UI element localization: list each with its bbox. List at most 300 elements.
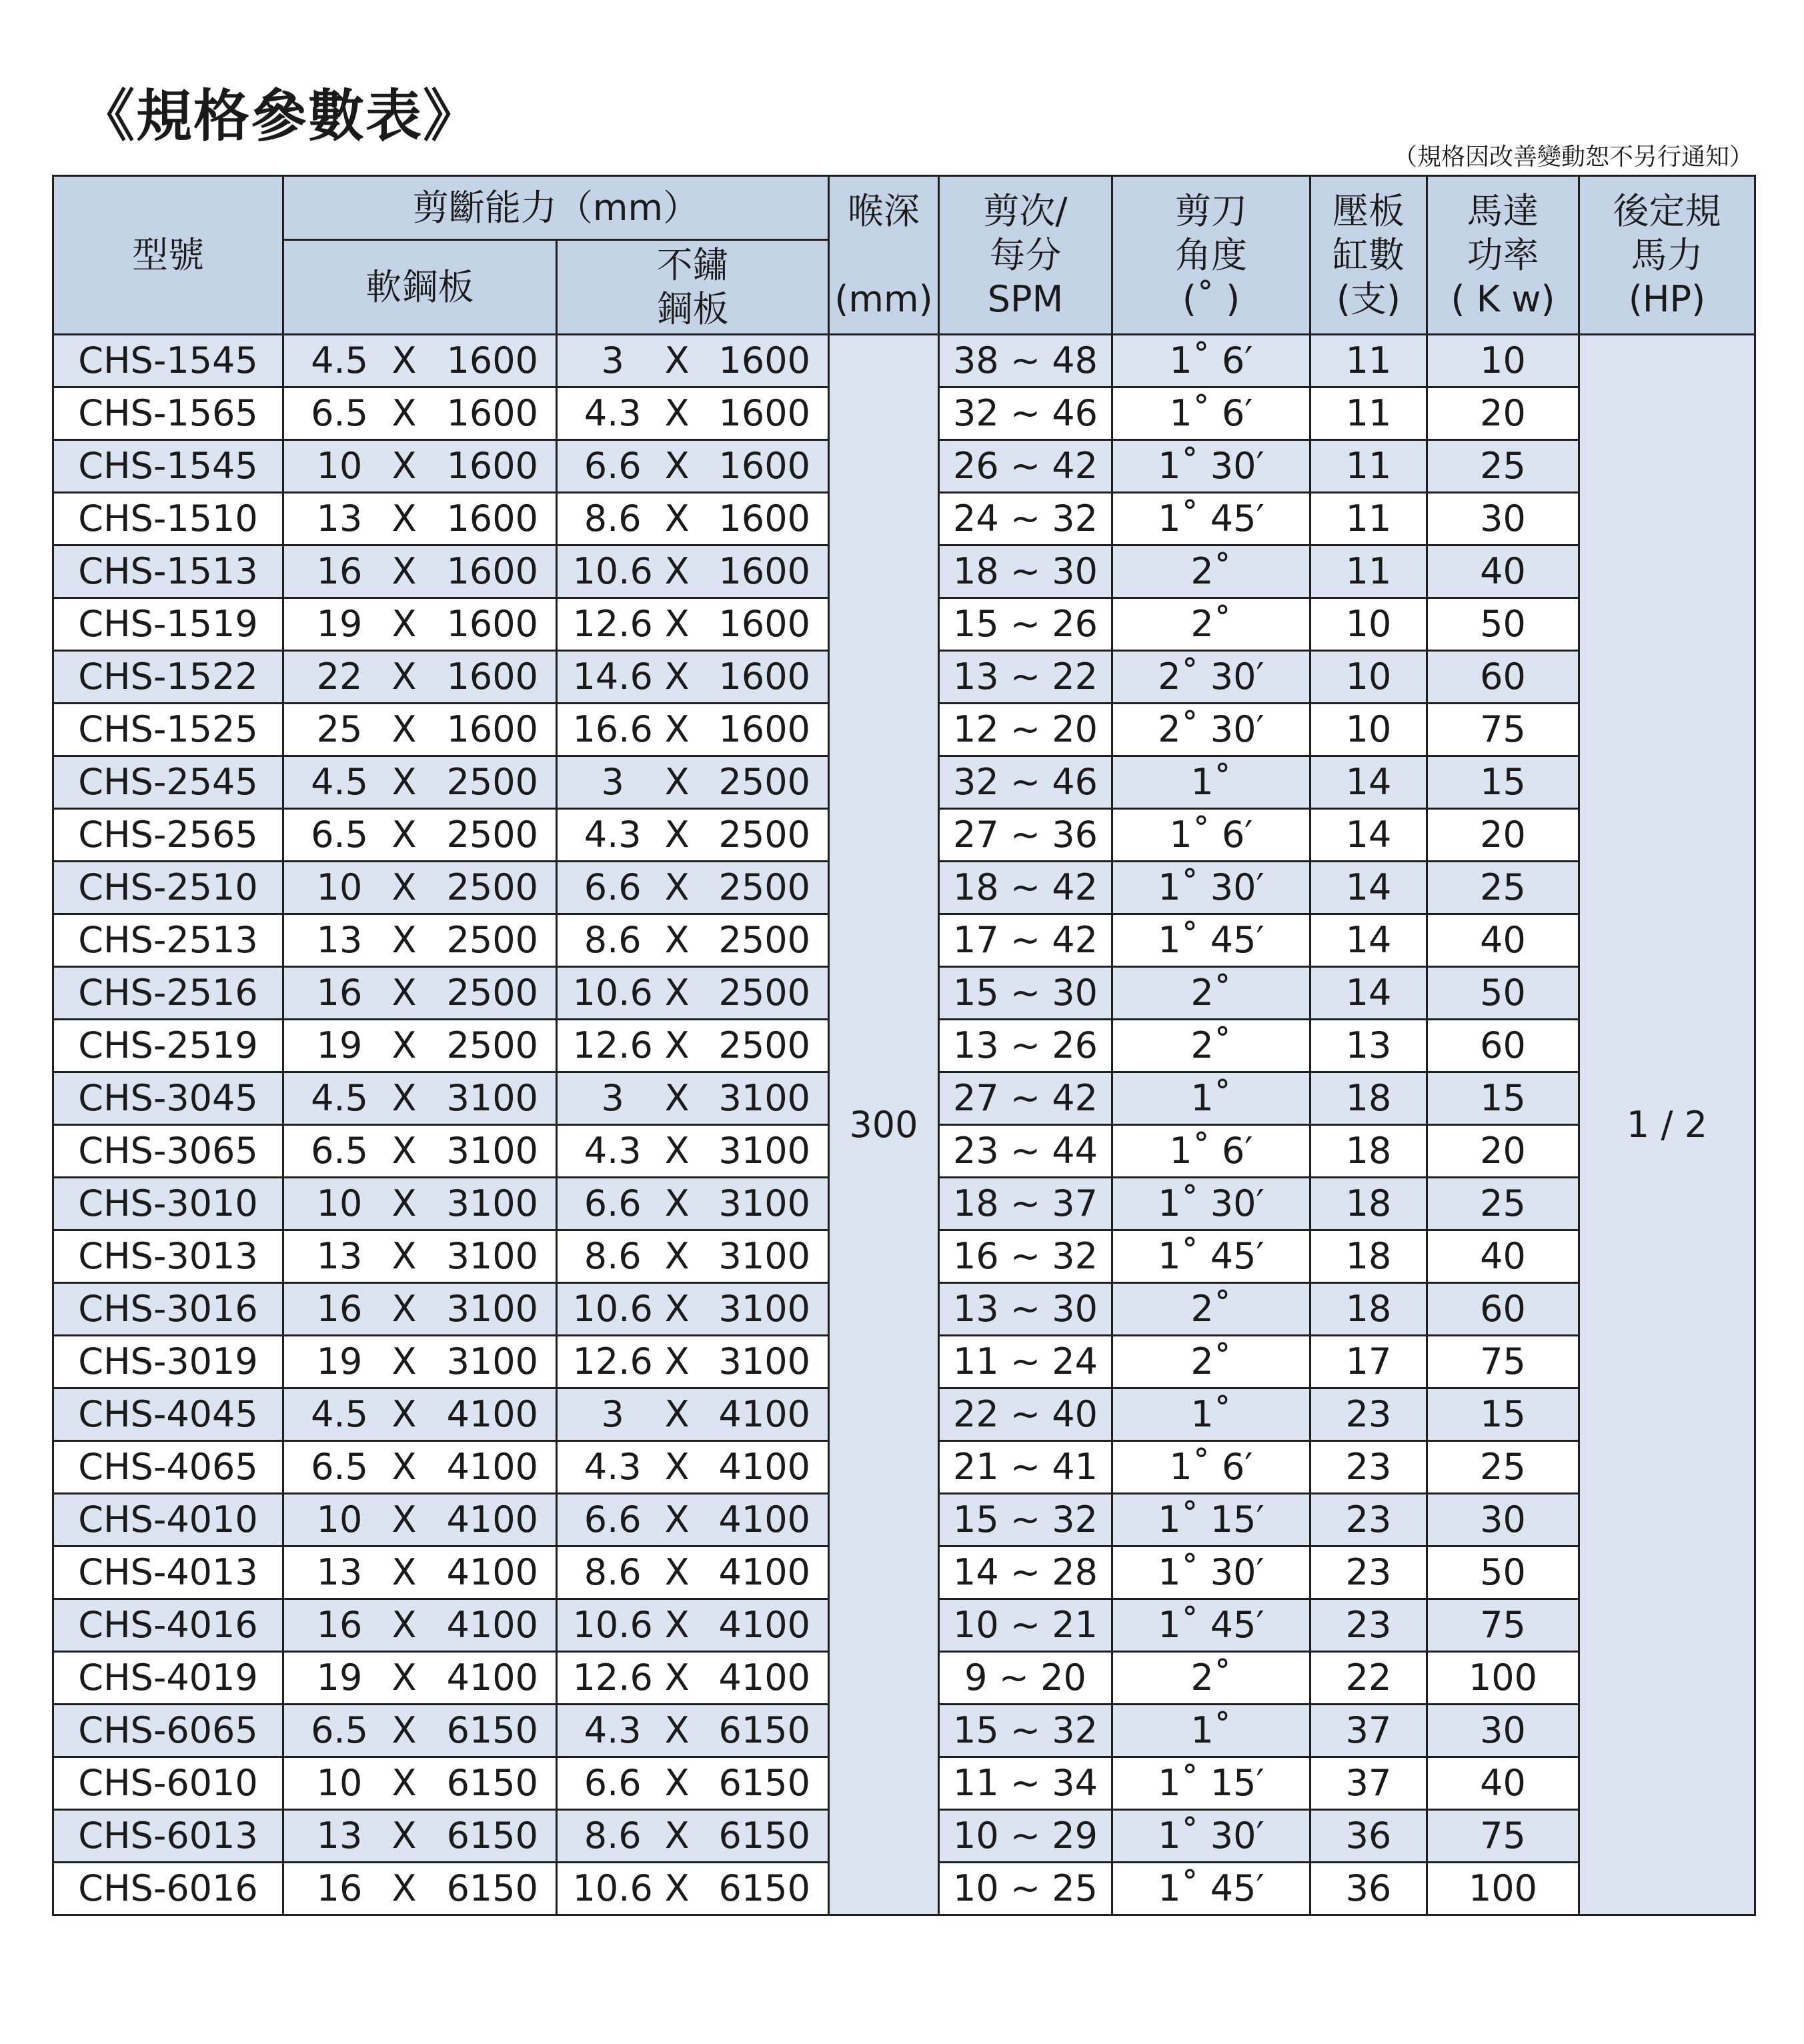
blade-angle-cell: 1˚ 45′ — [1112, 1230, 1310, 1283]
stainless-steel-cell — [557, 1283, 829, 1336]
mild-steel-width: 3100 — [446, 1182, 538, 1224]
spm-cell: 27 ~ 42 — [939, 1072, 1112, 1125]
cylinders-cell: 37 — [1310, 1705, 1427, 1757]
stainless-steel-width: 4100 — [718, 1446, 810, 1488]
motor-kw-cell: 60 — [1427, 651, 1579, 704]
stainless-steel-cell — [557, 1705, 829, 1757]
mild-steel-thickness: 10 — [316, 866, 363, 908]
mild-steel-cell — [283, 335, 557, 387]
cylinders-cell: 14 — [1310, 809, 1427, 862]
mild-steel-width: 6150 — [446, 1762, 538, 1804]
stainless-steel-x: X — [664, 497, 690, 540]
model-cell: CHS-2510 — [53, 862, 283, 914]
table-row — [53, 335, 1755, 387]
model-cell: CHS-2565 — [53, 809, 283, 862]
mild-steel-thickness: 6.5 — [311, 1130, 368, 1172]
backgauge-hp-cell: 1 / 2 — [1579, 335, 1755, 1915]
mild-steel-cell — [283, 1125, 557, 1178]
stainless-steel-cell — [557, 809, 829, 862]
model-cell: CHS-4013 — [53, 1547, 283, 1599]
stainless-steel-x: X — [664, 1077, 690, 1119]
stainless-steel-thickness: 8.6 — [584, 1235, 642, 1277]
spm-cell: 27 ~ 36 — [939, 809, 1112, 862]
mild-steel-thickness: 25 — [316, 708, 363, 750]
cylinders-cell: 18 — [1310, 1230, 1427, 1283]
motor-kw-cell: 15 — [1427, 1388, 1579, 1441]
mild-steel-x: X — [391, 339, 417, 381]
blade-angle-cell: 2˚ 30′ — [1112, 651, 1310, 704]
model-cell: CHS-1510 — [53, 493, 283, 546]
stainless-steel-width: 3100 — [718, 1077, 810, 1119]
mild-steel-cell — [283, 1388, 557, 1441]
mild-steel-width: 4100 — [446, 1446, 538, 1488]
stainless-steel-thickness: 3 — [601, 1077, 624, 1119]
stainless-steel-width: 1600 — [718, 603, 810, 645]
mild-steel-thickness: 4.5 — [311, 339, 368, 381]
blade-angle-cell: 2˚ — [1112, 1020, 1310, 1072]
motor-kw-cell: 20 — [1427, 1125, 1579, 1178]
header-motor-line1: 馬達 — [1467, 189, 1539, 232]
spm-cell: 12 ~ 20 — [939, 704, 1112, 756]
mild-steel-thickness: 16 — [316, 1288, 363, 1330]
blade-angle-cell: 1˚ 6′ — [1112, 809, 1310, 862]
stainless-steel-width: 6150 — [718, 1815, 810, 1857]
mild-steel-x: X — [391, 708, 417, 750]
mild-steel-thickness: 19 — [316, 1024, 363, 1066]
mild-steel-width: 1600 — [446, 656, 538, 698]
mild-steel-width: 4100 — [446, 1657, 538, 1699]
throat-depth-cell: 300 — [829, 335, 939, 1915]
mild-steel-x: X — [391, 1393, 417, 1435]
model-cell: CHS-1519 — [53, 598, 283, 651]
stainless-steel-cell — [557, 967, 829, 1020]
motor-kw-cell: 50 — [1427, 1547, 1579, 1599]
mild-steel-cell — [283, 1757, 557, 1810]
stainless-steel-width: 3100 — [718, 1340, 810, 1382]
stainless-steel-thickness: 4.3 — [584, 392, 642, 434]
mild-steel-cell — [283, 1336, 557, 1388]
stainless-steel-thickness: 8.6 — [584, 1551, 642, 1593]
stainless-steel-width: 2500 — [718, 814, 810, 856]
spm-cell: 38 ~ 48 — [939, 335, 1112, 387]
cylinders-cell: 13 — [1310, 1020, 1427, 1072]
mild-steel-thickness: 13 — [316, 1235, 363, 1277]
mild-steel-cell — [283, 493, 557, 546]
blade-angle-cell: 1˚ 30′ — [1112, 862, 1310, 914]
mild-steel-cell — [283, 967, 557, 1020]
stainless-steel-cell — [557, 704, 829, 756]
model-cell: CHS-4065 — [53, 1441, 283, 1494]
stainless-steel-cell — [557, 387, 829, 440]
stainless-steel-thickness: 4.3 — [584, 1446, 642, 1488]
blade-angle-cell: 1˚ 6′ — [1112, 387, 1310, 440]
stainless-steel-cell — [557, 1810, 829, 1863]
stainless-steel-width: 1600 — [718, 656, 810, 698]
model-cell: CHS-4019 — [53, 1652, 283, 1705]
stainless-steel-cell — [557, 1388, 829, 1441]
spm-cell: 10 ~ 21 — [939, 1599, 1112, 1652]
stainless-steel-width: 1600 — [718, 339, 810, 381]
spm-cell: 15 ~ 30 — [939, 967, 1112, 1020]
spec-table-body — [53, 335, 1755, 1915]
stainless-steel-thickness: 12.6 — [572, 1657, 653, 1699]
mild-steel-x: X — [391, 603, 417, 645]
header-angle-line3: (˚ ) — [1182, 277, 1240, 320]
cylinders-cell: 10 — [1310, 598, 1427, 651]
stainless-steel-cell — [557, 862, 829, 914]
spm-cell: 16 ~ 32 — [939, 1230, 1112, 1283]
blade-angle-cell: 2˚ — [1112, 967, 1310, 1020]
spm-cell: 10 ~ 29 — [939, 1810, 1112, 1863]
mild-steel-x: X — [391, 1867, 417, 1909]
stainless-steel-cell — [557, 1125, 829, 1178]
mild-steel-cell — [283, 651, 557, 704]
mild-steel-cell — [283, 1705, 557, 1757]
mild-steel-thickness: 19 — [316, 1340, 363, 1382]
spm-cell: 11 ~ 34 — [939, 1757, 1112, 1810]
stainless-steel-width: 1600 — [718, 392, 810, 434]
stainless-steel-width: 4100 — [718, 1551, 810, 1593]
model-cell: CHS-6010 — [53, 1757, 283, 1810]
spm-cell: 26 ~ 42 — [939, 440, 1112, 493]
mild-steel-thickness: 6.5 — [311, 392, 368, 434]
mild-steel-width: 6150 — [446, 1815, 538, 1857]
mild-steel-x: X — [391, 1182, 417, 1224]
spm-cell: 18 ~ 30 — [939, 546, 1112, 598]
stainless-steel-thickness: 8.6 — [584, 1815, 642, 1857]
blade-angle-cell: 1˚ 30′ — [1112, 1178, 1310, 1230]
mild-steel-width: 3100 — [446, 1340, 538, 1382]
stainless-steel-thickness: 6.6 — [584, 1498, 642, 1541]
stainless-steel-cell — [557, 1178, 829, 1230]
stainless-steel-thickness: 4.3 — [584, 1130, 642, 1172]
blade-angle-cell: 1˚ 45′ — [1112, 493, 1310, 546]
blade-angle-cell: 1˚ 15′ — [1112, 1494, 1310, 1547]
model-cell: CHS-1565 — [53, 387, 283, 440]
model-cell: CHS-4010 — [53, 1494, 283, 1547]
stainless-steel-x: X — [664, 1498, 690, 1541]
stainless-steel-x: X — [664, 1762, 690, 1804]
spm-cell: 32 ~ 46 — [939, 387, 1112, 440]
mild-steel-width: 1600 — [446, 392, 538, 434]
stainless-steel-x: X — [664, 1551, 690, 1593]
stainless-steel-thickness: 3 — [601, 339, 624, 381]
stainless-steel-width: 3100 — [718, 1235, 810, 1277]
mild-steel-width: 4100 — [446, 1551, 538, 1593]
mild-steel-x: X — [391, 1815, 417, 1857]
mild-steel-width: 3100 — [446, 1130, 538, 1172]
spm-cell: 21 ~ 41 — [939, 1441, 1112, 1494]
mild-steel-width: 3100 — [446, 1288, 538, 1330]
cylinders-cell: 23 — [1310, 1547, 1427, 1599]
model-cell: CHS-6013 — [53, 1810, 283, 1863]
mild-steel-thickness: 4.5 — [311, 1393, 368, 1435]
header-hold-down-cylinders — [1310, 176, 1427, 335]
mild-steel-cell — [283, 546, 557, 598]
motor-kw-cell: 75 — [1427, 704, 1579, 756]
cylinders-cell: 22 — [1310, 1652, 1427, 1705]
motor-kw-cell: 10 — [1427, 335, 1579, 387]
stainless-steel-x: X — [664, 550, 690, 592]
blade-angle-cell: 2˚ — [1112, 1336, 1310, 1388]
spm-cell: 15 ~ 32 — [939, 1494, 1112, 1547]
stainless-steel-width: 4100 — [718, 1604, 810, 1646]
stainless-steel-thickness: 16.6 — [572, 708, 653, 750]
mild-steel-x: X — [391, 392, 417, 434]
stainless-steel-cell — [557, 756, 829, 809]
header-angle-line1: 剪刀 — [1175, 189, 1247, 232]
mild-steel-thickness: 13 — [316, 497, 363, 540]
mild-steel-width: 4100 — [446, 1393, 538, 1435]
motor-kw-cell: 100 — [1427, 1863, 1579, 1915]
header-backgauge-hp — [1579, 176, 1755, 335]
mild-steel-cell — [283, 1072, 557, 1125]
motor-kw-cell: 25 — [1427, 440, 1579, 493]
stainless-steel-width: 2500 — [718, 919, 810, 961]
mild-steel-thickness: 13 — [316, 1815, 363, 1857]
cylinders-cell: 14 — [1310, 914, 1427, 967]
cylinders-cell: 23 — [1310, 1494, 1427, 1547]
spm-cell: 17 ~ 42 — [939, 914, 1112, 967]
mild-steel-x: X — [391, 550, 417, 592]
stainless-steel-x: X — [664, 1288, 690, 1330]
header-shear-capacity: 剪斷能力（mm） — [283, 176, 829, 240]
mild-steel-x: X — [391, 972, 417, 1014]
mild-steel-width: 1600 — [446, 708, 538, 750]
header-stainless-line2: 鋼板 — [656, 287, 729, 330]
model-cell: CHS-3013 — [53, 1230, 283, 1283]
stainless-steel-width: 1600 — [718, 708, 810, 750]
spec-table — [52, 175, 1756, 1916]
mild-steel-cell — [283, 1599, 557, 1652]
stainless-steel-thickness: 10.6 — [572, 972, 653, 1014]
spm-cell: 15 ~ 32 — [939, 1705, 1112, 1757]
mild-steel-x: X — [391, 919, 417, 961]
stainless-steel-width: 4100 — [718, 1498, 810, 1541]
spm-cell: 24 ~ 32 — [939, 493, 1112, 546]
motor-kw-cell: 100 — [1427, 1652, 1579, 1705]
mild-steel-width: 2500 — [446, 1024, 538, 1066]
stainless-steel-thickness: 6.6 — [584, 866, 642, 908]
header-cylinders-line1: 壓板 — [1332, 189, 1405, 232]
cylinders-cell: 11 — [1310, 493, 1427, 546]
cylinders-cell: 18 — [1310, 1072, 1427, 1125]
motor-kw-cell: 75 — [1427, 1599, 1579, 1652]
mild-steel-width: 2500 — [446, 866, 538, 908]
blade-angle-cell: 1˚ — [1112, 756, 1310, 809]
stainless-steel-cell — [557, 1599, 829, 1652]
model-cell: CHS-4045 — [53, 1388, 283, 1441]
stainless-steel-x: X — [664, 1182, 690, 1224]
mild-steel-width: 1600 — [446, 497, 538, 540]
model-cell: CHS-1525 — [53, 704, 283, 756]
stainless-steel-x: X — [664, 445, 690, 487]
mild-steel-x: X — [391, 1077, 417, 1119]
mild-steel-x: X — [391, 1235, 417, 1277]
mild-steel-width: 6150 — [446, 1867, 538, 1909]
mild-steel-width: 1600 — [446, 603, 538, 645]
stainless-steel-thickness: 8.6 — [584, 497, 642, 540]
mild-steel-thickness: 16 — [316, 1604, 363, 1646]
stainless-steel-thickness: 10.6 — [572, 1604, 653, 1646]
mild-steel-x: X — [391, 761, 417, 803]
blade-angle-cell: 1˚ 15′ — [1112, 1757, 1310, 1810]
motor-kw-cell: 40 — [1427, 1230, 1579, 1283]
cylinders-cell: 10 — [1310, 704, 1427, 756]
blade-angle-cell: 1˚ 6′ — [1112, 335, 1310, 387]
cylinders-cell: 23 — [1310, 1441, 1427, 1494]
mild-steel-cell — [283, 1547, 557, 1599]
stainless-steel-thickness: 4.3 — [584, 1709, 642, 1751]
motor-kw-cell: 40 — [1427, 914, 1579, 967]
mild-steel-x: X — [391, 1288, 417, 1330]
mild-steel-width: 2500 — [446, 972, 538, 1014]
header-stainless-steel — [557, 240, 829, 335]
cylinders-cell: 36 — [1310, 1810, 1427, 1863]
header-backgauge-line2: 馬力 — [1631, 233, 1703, 276]
motor-kw-cell: 15 — [1427, 756, 1579, 809]
model-cell: CHS-2545 — [53, 756, 283, 809]
motor-kw-cell: 30 — [1427, 493, 1579, 546]
cylinders-cell: 18 — [1310, 1178, 1427, 1230]
stainless-steel-x: X — [664, 814, 690, 856]
stainless-steel-cell — [557, 1020, 829, 1072]
header-throat-line1: 喉深 — [848, 189, 920, 232]
header-motor-power — [1427, 176, 1579, 335]
header-strokes-line3: SPM — [987, 277, 1064, 320]
stainless-steel-thickness: 4.3 — [584, 814, 642, 856]
mild-steel-width: 3100 — [446, 1235, 538, 1277]
spm-cell: 11 ~ 24 — [939, 1336, 1112, 1388]
motor-kw-cell: 15 — [1427, 1072, 1579, 1125]
mild-steel-width: 2500 — [446, 919, 538, 961]
mild-steel-x: X — [391, 1762, 417, 1804]
spm-cell: 23 ~ 44 — [939, 1125, 1112, 1178]
mild-steel-x: X — [391, 656, 417, 698]
header-strokes-per-minute — [939, 176, 1112, 335]
header-strokes-line2: 每分 — [989, 233, 1062, 276]
mild-steel-cell — [283, 1441, 557, 1494]
header-motor-line3: ( K w) — [1451, 277, 1555, 320]
mild-steel-thickness: 16 — [316, 972, 363, 1014]
mild-steel-width: 4100 — [446, 1498, 538, 1541]
cylinders-cell: 11 — [1310, 335, 1427, 387]
model-cell: CHS-1545 — [53, 440, 283, 493]
blade-angle-cell: 1˚ 6′ — [1112, 1125, 1310, 1178]
model-cell: CHS-6065 — [53, 1705, 283, 1757]
cylinders-cell: 14 — [1310, 756, 1427, 809]
motor-kw-cell: 30 — [1427, 1705, 1579, 1757]
blade-angle-cell: 1˚ — [1112, 1388, 1310, 1441]
model-cell: CHS-3019 — [53, 1336, 283, 1388]
stainless-steel-x: X — [664, 1340, 690, 1382]
mild-steel-thickness: 10 — [316, 1762, 363, 1804]
stainless-steel-x: X — [664, 603, 690, 645]
stainless-steel-thickness: 3 — [601, 761, 624, 803]
mild-steel-cell — [283, 809, 557, 862]
spm-cell: 32 ~ 46 — [939, 756, 1112, 809]
spm-cell: 15 ~ 26 — [939, 598, 1112, 651]
page-title: 《規格參數表》 — [79, 83, 481, 149]
blade-angle-cell: 1˚ 30′ — [1112, 1547, 1310, 1599]
model-cell: CHS-3065 — [53, 1125, 283, 1178]
stainless-steel-x: X — [664, 919, 690, 961]
stainless-steel-cell — [557, 335, 829, 387]
header-throat-line2: (mm) — [834, 277, 933, 320]
stainless-steel-cell — [557, 493, 829, 546]
stainless-steel-width: 4100 — [718, 1657, 810, 1699]
model-cell: CHS-4016 — [53, 1599, 283, 1652]
stainless-steel-x: X — [664, 1815, 690, 1857]
mild-steel-thickness: 6.5 — [311, 814, 368, 856]
stainless-steel-cell — [557, 1072, 829, 1125]
mild-steel-thickness: 10 — [316, 1498, 363, 1541]
model-cell: CHS-2513 — [53, 914, 283, 967]
mild-steel-thickness: 10 — [316, 1182, 363, 1224]
stainless-steel-thickness: 3 — [601, 1393, 624, 1435]
spec-change-note: （規格因改善變動恕不另行通知） — [1393, 143, 1753, 171]
mild-steel-width: 1600 — [446, 339, 538, 381]
cylinders-cell: 23 — [1310, 1388, 1427, 1441]
spm-cell: 22 ~ 40 — [939, 1388, 1112, 1441]
stainless-steel-width: 4100 — [718, 1393, 810, 1435]
motor-kw-cell: 30 — [1427, 1494, 1579, 1547]
mild-steel-x: X — [391, 445, 417, 487]
stainless-steel-width: 1600 — [718, 445, 810, 487]
cylinders-cell: 14 — [1310, 862, 1427, 914]
blade-angle-cell: 2˚ — [1112, 598, 1310, 651]
header-model: 型號 — [53, 176, 283, 335]
blade-angle-cell: 1˚ — [1112, 1705, 1310, 1757]
spm-cell: 14 ~ 28 — [939, 1547, 1112, 1599]
motor-kw-cell: 75 — [1427, 1336, 1579, 1388]
cylinders-cell: 18 — [1310, 1283, 1427, 1336]
mild-steel-cell — [283, 1863, 557, 1915]
stainless-steel-x: X — [664, 1130, 690, 1172]
blade-angle-cell: 1˚ 45′ — [1112, 1863, 1310, 1915]
model-cell: CHS-2516 — [53, 967, 283, 1020]
stainless-steel-width: 6150 — [718, 1762, 810, 1804]
stainless-steel-x: X — [664, 708, 690, 750]
stainless-steel-cell — [557, 440, 829, 493]
stainless-steel-cell — [557, 1494, 829, 1547]
stainless-steel-cell — [557, 1547, 829, 1599]
cylinders-cell: 18 — [1310, 1125, 1427, 1178]
mild-steel-thickness: 6.5 — [311, 1446, 368, 1488]
mild-steel-thickness: 13 — [316, 919, 363, 961]
motor-kw-cell: 20 — [1427, 809, 1579, 862]
stainless-steel-width: 3100 — [718, 1182, 810, 1224]
mild-steel-width: 3100 — [446, 1077, 538, 1119]
mild-steel-width: 6150 — [446, 1709, 538, 1751]
mild-steel-x: X — [391, 1446, 417, 1488]
cylinders-cell: 10 — [1310, 651, 1427, 704]
stainless-steel-thickness: 12.6 — [572, 603, 653, 645]
spm-cell: 9 ~ 20 — [939, 1652, 1112, 1705]
stainless-steel-thickness: 8.6 — [584, 919, 642, 961]
motor-kw-cell: 25 — [1427, 1441, 1579, 1494]
cylinders-cell: 23 — [1310, 1599, 1427, 1652]
stainless-steel-x: X — [664, 1393, 690, 1435]
stainless-steel-x: X — [664, 1604, 690, 1646]
header-motor-line2: 功率 — [1467, 233, 1539, 276]
cylinders-cell: 11 — [1310, 387, 1427, 440]
stainless-steel-thickness: 6.6 — [584, 445, 642, 487]
stainless-steel-cell — [557, 1757, 829, 1810]
spm-cell: 13 ~ 26 — [939, 1020, 1112, 1072]
spm-cell: 18 ~ 42 — [939, 862, 1112, 914]
mild-steel-x: X — [391, 1130, 417, 1172]
